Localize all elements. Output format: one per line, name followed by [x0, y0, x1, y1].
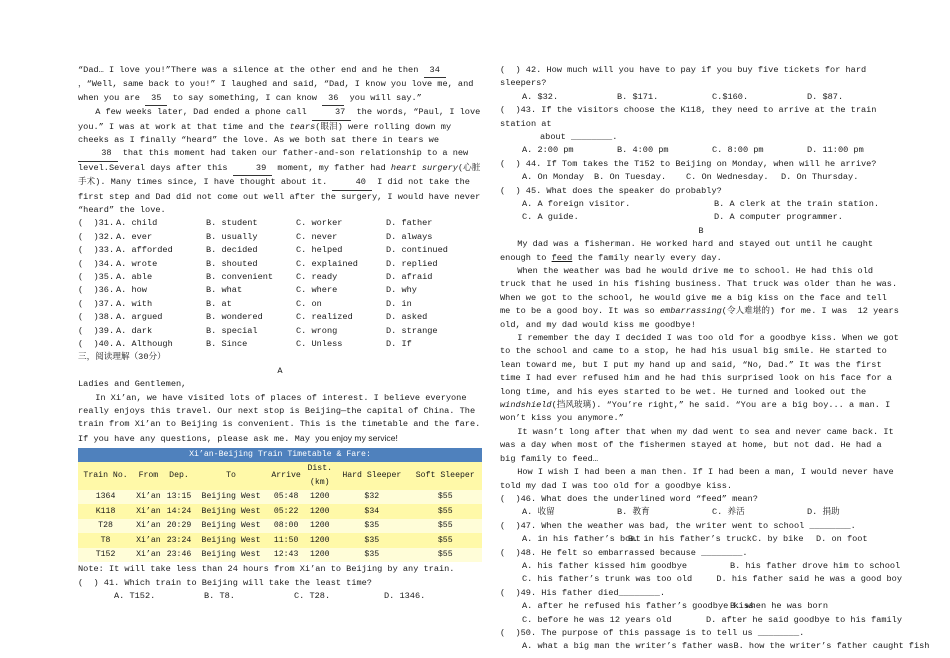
question-48-options-2: C. his father’s trunk was too old D. his father said he was a good boy	[522, 574, 902, 585]
right-column	[500, 64, 930, 654]
section-3-heading: 三，阅读理解（30分）	[78, 352, 166, 363]
question-number: ( )32.	[78, 231, 115, 242]
blank-40: 40	[332, 176, 372, 190]
timetable-row	[78, 548, 482, 563]
option-c: C. explained	[296, 258, 358, 269]
question-46-options: A. 收留 B. 教育 C. 养活 D. 捐助	[522, 507, 840, 518]
timetable-header-cell: Hard Sleeper	[342, 470, 402, 480]
timetable-cell: Xi’an	[136, 492, 161, 502]
cloze-options	[78, 217, 482, 351]
timetable-cell: T152	[95, 550, 116, 560]
question-46: ( )46. What does the underlined word “feed” mean?	[500, 493, 758, 504]
passage-b-para-1: My dad was a fisherman. He worked hard and stayed out until he caught enough to feed the family nearly every day.	[500, 239, 879, 263]
timetable-cell: 13:15	[166, 492, 192, 502]
timetable-cell: $35	[364, 550, 380, 560]
option-a: A. dark	[116, 325, 153, 336]
cloze-paragraph-2: A few weeks later, Dad ended a phone call 37 the words, “Paul, I love you.” I was at work at that time and the tears(眼泪) were rolling down my cheeks as I finally “heard” the love. As we both sat there in tears we 38 that this moment had taken our father-and-son relationship to a new level.Several days after this 39 moment, my father had heart surgery(心脏手术). Many times since, I have thought about it. 40 I did not take the first step and Dad did not come out well after the surgery, I would have never “heard” the love.	[78, 107, 486, 216]
underlined-word-feed: feed	[551, 252, 573, 263]
timetable-cell: 12:43	[273, 550, 299, 560]
passage-b-para-2: When the weather was bad he would drive me to school. He had this old truck that he used in his fishing business. That truck was older than he was. When we got to the school, he would give me a big kiss on the face and tell me to be a good boy. It was so embarrassing(令人难堪的) for me. I was 12 years old, and my dad would kiss me goodbye!	[500, 266, 905, 330]
timetable-cell: 1364	[95, 492, 116, 502]
timetable-cell: Xi’an	[136, 550, 161, 560]
option-b: B. shouted	[206, 258, 258, 269]
question-43-cont: about ________.	[540, 132, 618, 143]
option-d: D. in	[386, 298, 412, 309]
option-b: B. special	[206, 325, 258, 336]
cloze-question-row	[78, 271, 482, 284]
timetable-cell: 20:29	[166, 521, 192, 531]
timetable-cell: $55	[437, 492, 453, 502]
cloze-question-row	[78, 231, 482, 244]
greeting: Ladies and Gentlemen,	[78, 379, 187, 390]
option-a: A. argued	[116, 312, 163, 323]
timetable-row	[78, 490, 482, 505]
question-49: ( )49. His father died________.	[500, 587, 666, 598]
question-50: ( )50. The purpose of this passage is to tell us ________.	[500, 627, 805, 638]
passage-a-label: A	[277, 365, 283, 376]
question-number: ( )36.	[78, 285, 115, 296]
timetable-cell: $32	[364, 492, 380, 502]
timetable-cell: 05:22	[273, 506, 299, 516]
intro-paragraph: In Xi’an, we have visited lots of places of interest. I believe everyone really enjoys this travel. Our next stop is Beijing—the capital of China. The train from Xi’an to Beijing is convenient. This is the timetable and the fare. If you have any questions, please ask me. May you enjoy my service!	[78, 392, 486, 444]
option-c: C. worker	[296, 218, 343, 229]
option-b: B. usually	[206, 231, 258, 242]
option-a: A. child	[116, 218, 158, 229]
question-47: ( )47. When the weather was bad, the writer went to school ________.	[500, 520, 856, 531]
timetable-cell: 1200	[309, 521, 330, 531]
option-b: B. student	[206, 218, 258, 229]
timetable-cell: $55	[437, 550, 453, 560]
question-number: ( )31.	[78, 218, 115, 229]
question-number: ( )37.	[78, 298, 115, 309]
option-b: B. decided	[206, 245, 258, 256]
timetable-cell: $55	[437, 521, 453, 531]
cloze-question-row	[78, 244, 482, 257]
timetable-header-cell: Soft Sleeper	[415, 470, 475, 480]
option-a: A. afforded	[116, 245, 173, 256]
option-d: D. continued	[386, 245, 448, 256]
question-48-options-1: A. his father kissed him goodbye B. his father drove him to school	[522, 560, 901, 571]
question-number: ( )34.	[78, 258, 115, 269]
question-43-options: A. 2:00 pm B. 4:00 pm C. 8:00 pm D. 11:00 pm	[522, 145, 864, 156]
question-50-options: A. what a big man the writer’s father was B. how the writer’s father caught fish	[522, 641, 930, 652]
question-number: ( )35.	[78, 272, 115, 283]
timetable-cell: Beijing West	[201, 550, 261, 560]
timetable-cell: $34	[364, 506, 380, 516]
timetable-cell: Beijing West	[201, 492, 261, 502]
option-c: C. on	[296, 298, 322, 309]
question-42-options: A. $32. B. $171. C.$160. D. $87.	[522, 91, 844, 102]
option-b: B. Since	[206, 338, 248, 349]
option-c: C. where	[296, 285, 338, 296]
timetable-cell: $55	[437, 506, 453, 516]
timetable-cell: 1200	[309, 492, 330, 502]
blank-34: 34	[424, 64, 446, 78]
question-48: ( )48. He felt so embarrassed because ________.	[500, 547, 748, 558]
cloze-question-row	[78, 298, 482, 311]
question-44: ( ) 44. If Tom takes the T152 to Beijing on Monday, when will he arrive?	[500, 158, 877, 169]
option-c: C. ready	[296, 272, 338, 283]
timetable-cell: Beijing West	[201, 506, 261, 516]
blank-39: 39	[233, 162, 273, 176]
option-d: D. father	[386, 218, 433, 229]
timetable-title: Xi’an-Beijing Train Timetable & Fare:	[189, 450, 371, 460]
cloze-question-row	[78, 258, 482, 271]
option-d: D. always	[386, 231, 433, 242]
timetable-cell: $35	[364, 521, 380, 531]
timetable-header-cell: Train No.	[83, 470, 128, 480]
timetable-cell: Xi’an	[136, 506, 161, 516]
timetable-cell: Xi’an	[136, 535, 161, 545]
cloze-question-row	[78, 217, 482, 230]
option-a: A. with	[116, 298, 153, 309]
timetable-header-row	[78, 462, 482, 490]
option-c: C. Unless	[296, 338, 343, 349]
timetable-header-cell: Arrive	[271, 470, 301, 480]
timetable-cell: Xi’an	[136, 521, 161, 531]
timetable-header-cell: From	[138, 470, 159, 480]
question-45-options-2: C. A guide. D. A computer programmer.	[522, 212, 843, 223]
option-c: C. realized	[296, 312, 353, 323]
timetable-row	[78, 519, 482, 534]
blank-38: 38	[78, 147, 118, 161]
option-a: A. Although	[116, 338, 173, 349]
timetable-cell: K118	[95, 506, 116, 516]
blank-36: 36	[322, 92, 344, 106]
timetable-cell: 1200	[309, 550, 330, 560]
option-d: D. If	[386, 338, 412, 349]
option-b: B. what	[206, 285, 243, 296]
question-49-options-1: A. after he refused his father’s goodbye kiss B. when he was born	[522, 601, 828, 612]
timetable-cell: 05:48	[273, 492, 299, 502]
question-number: ( )33.	[78, 245, 115, 256]
question-45-options-1: A. A foreign visitor. B. A clerk at the train station.	[522, 199, 880, 210]
question-41-options: A. T152. B. T8. C. T28. D. 1346.	[114, 590, 426, 601]
question-number: ( )39.	[78, 325, 115, 336]
question-45: ( ) 45. What does the speaker do probably?	[500, 185, 722, 196]
passage-b-para-5: How I wish I had been a man then. If I had been a man, I would never have told my dad I was too old for a goodbye kiss.	[500, 467, 899, 491]
option-c: C. helped	[296, 245, 343, 256]
option-a: A. ever	[116, 231, 153, 242]
cloze-question-row	[78, 325, 482, 338]
cloze-question-row	[78, 284, 482, 297]
left-column	[78, 64, 486, 603]
cloze-question-row	[78, 338, 482, 351]
timetable-row	[78, 533, 482, 548]
option-d: D. asked	[386, 312, 428, 323]
timetable-cell: $35	[364, 535, 380, 545]
timetable-header-cell: Dist. (km)	[307, 464, 333, 487]
question-47-options: A. in his father’s boat B. in his father’s truck C. by bike D. on foot	[522, 534, 868, 545]
option-d: D. replied	[386, 258, 438, 269]
timetable-header-cell: Dep.	[169, 470, 189, 480]
timetable-cell: T8	[100, 535, 111, 545]
option-d: D. strange	[386, 325, 438, 336]
question-43: ( )43. If the visitors choose the K118, they need to arrive at the train station at	[500, 105, 882, 129]
timetable-note: Note: It will take less than 24 hours from Xi’an to Beijing by any train.	[78, 564, 455, 575]
timetable-cell: $55	[437, 535, 453, 545]
question-44-options: A. On Monday B. On Tuesday. C. On Wednesday. D. On Thursday.	[522, 172, 859, 183]
option-c: C. never	[296, 231, 338, 242]
blank-35: 35	[145, 92, 167, 106]
passage-b-label: B	[698, 225, 704, 236]
timetable-row	[78, 504, 482, 519]
option-b: B. convenient	[206, 272, 274, 283]
timetable-cell: 08:00	[273, 521, 299, 531]
question-number: ( )40.	[78, 338, 115, 349]
question-49-options-2: C. before he was 12 years old D. after he said goodbye to his family	[522, 614, 902, 625]
timetable-cell: Beijing West	[201, 521, 261, 531]
option-c: C. wrong	[296, 325, 338, 336]
train-timetable	[78, 448, 482, 562]
timetable-cell: 1200	[309, 535, 330, 545]
option-a: A. able	[116, 272, 153, 283]
option-b: B. at	[206, 298, 232, 309]
passage-b-para-4: It wasn’t long after that when my dad went to sea and never came back. It was a day when most of the fishermen stayed at home, but not dad. He had a big family to feed…	[500, 426, 899, 464]
passage-b-para-3: I remember the day I decided I was too old for a goodbye kiss. When we got to the school and came to a stop, he had his usual big smile. He started to lean toward me, but I put my hand up and said, “No, Dad.” It was the first time I had ever refused him and he had this surprised look on his face for a long time, and his eyes started to be wet. He turned and looked out the windshield(挡风玻璃). “You’re right,” he said. “You are a big boy... a man. I won’t kiss you anymore.”	[500, 333, 904, 424]
timetable-cell: 23:46	[166, 550, 192, 560]
timetable-cell: 1200	[309, 506, 330, 516]
option-b: B. wondered	[206, 312, 263, 323]
cloze-passage-end: “Dad… I love you!”There was a silence at the other end and he then 34，“Well, same back to you!” I laughed and said, “Dad, I know you love me, and when you are 35 to say something, I can know 36 you will say.”	[78, 64, 482, 106]
option-a: A. how	[116, 285, 147, 296]
question-41: ( ) 41. Which train to Beijing will take the least time?	[78, 577, 372, 588]
timetable-cell: 14:24	[166, 506, 192, 516]
option-d: D. why	[386, 285, 417, 296]
option-a: A. wrote	[116, 258, 158, 269]
timetable-cell: 11:50	[273, 535, 299, 545]
timetable-cell: T28	[98, 521, 113, 531]
cloze-question-row	[78, 311, 482, 324]
timetable-cell: 23:24	[166, 535, 192, 545]
option-d: D. afraid	[386, 272, 433, 283]
timetable-header-cell: To	[226, 470, 236, 480]
question-number: ( )38.	[78, 312, 115, 323]
timetable-cell: Beijing West	[201, 535, 261, 545]
question-42: ( ) 42. How much will you have to pay if you buy five tickets for hard sleepers?	[500, 65, 872, 89]
blank-37: 37	[312, 106, 352, 120]
